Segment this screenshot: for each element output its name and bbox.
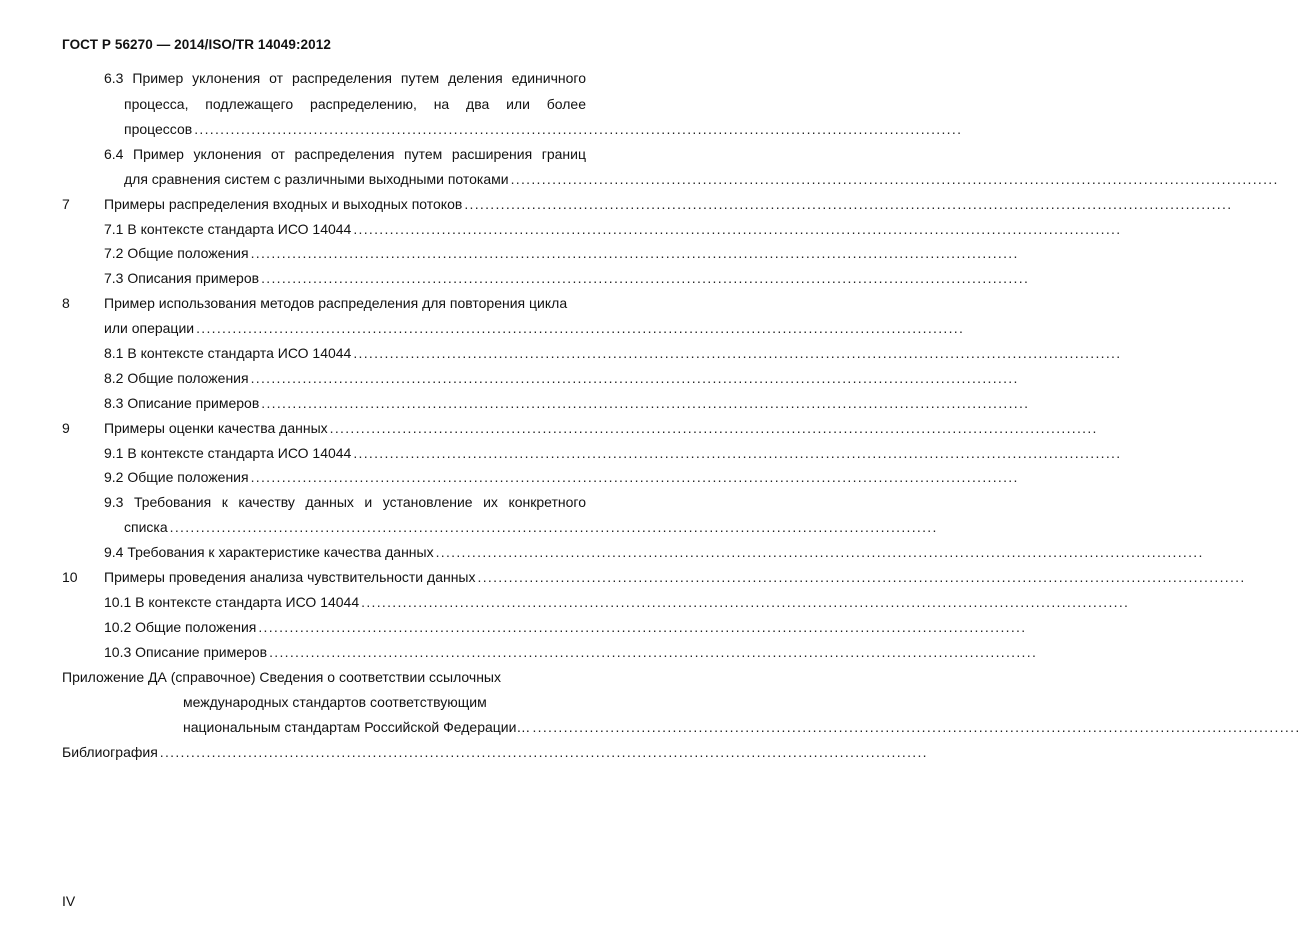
dot-leader: .................................................................................................................................................... [261,270,1030,286]
toc-entry-text: 8.2 Общие положения [104,370,249,386]
dot-leader: .................................................................................................................................................... [532,719,1301,735]
toc-entry-text: списка [124,519,168,535]
page-header: ГОСТ Р 56270 — 2014/ISO/TR 14049:2012 [62,37,331,52]
toc-entry-text: для сравнения систем с различными выходными потоками [124,171,509,187]
dot-leader: .................................................................................................................................................... [196,320,965,336]
dot-leader: .................................................................................................................................................... [250,370,1019,386]
toc-entry-text: или операции [104,320,195,336]
toc-entry-text: процессов [124,121,193,137]
toc-entry-text: национальным стандартам Российской Федерации… [183,719,531,735]
dot-leader: .................................................................................................................................................... [261,395,1030,411]
dot-leader: .................................................................................................................................................... [250,245,1019,261]
toc-entry-text: 8.1 В контексте стандарта ИСО 14044 [104,345,352,361]
toc-entry-text: 8.3 Описание примеров [104,395,260,411]
dot-leader: .................................................................................................................................................... [169,519,938,535]
toc-entry-text: Приложение ДА (справочное) Сведения о соответствии ссылочных [62,669,501,685]
dot-leader: .................................................................................................................................................... [353,221,1122,237]
dot-leader: .................................................................................................................................................... [353,445,1122,461]
toc-entry-text: 9.3 Требования к качеству данных и установление их конкретного [104,494,586,510]
toc-entry-text: 7.1 В контексте стандарта ИСО 14044 [104,221,352,237]
toc-entry-text: 6.4 Пример уклонения от распределения путем расширения границ [104,146,586,162]
toc-entry-text: Библиография [62,744,158,760]
toc-entry-text: процесса, подлежащего распределению, на два или более [124,96,586,112]
toc-entry-text: 7.3 Описания примеров [104,270,260,286]
dot-leader: .................................................................................................................................................... [250,469,1019,485]
dot-leader: .................................................................................................................................................... [510,171,1279,187]
dot-leader: .................................................................................................................................................... [258,619,1027,635]
toc-entry-text: Пример использования методов распределения для повторения цикла [104,295,568,311]
toc-entry-text: 9.4 Требования к характеристике качества данных [104,544,434,560]
toc-entry-text: 7.2 Общие положения [104,245,249,261]
dot-leader: .................................................................................................................................................... [329,420,1098,436]
dot-leader: .................................................................................................................................................... [477,569,1246,585]
toc-entry-text: 9.1 В контексте стандарта ИСО 14044 [104,445,352,461]
dot-leader: .................................................................................................................................................... [464,196,1233,212]
toc-entry-text: 10.3 Описание примеров [104,644,268,660]
toc-section-number: 8 [62,295,70,311]
dot-leader: .................................................................................................................................................... [353,345,1122,361]
toc-section-number: 10 [62,569,78,585]
dot-leader: .................................................................................................................................................... [361,594,1130,610]
dot-leader: .................................................................................................................................................... [159,744,928,760]
toc-entry-text: 10.1 В контексте стандарта ИСО 14044 [104,594,360,610]
dot-leader: .................................................................................................................................................... [435,544,1204,560]
toc-entry-text: Примеры оценки качества данных [104,420,328,436]
dot-leader: .................................................................................................................................................... [194,121,963,137]
dot-leader: .................................................................................................................................................... [269,644,1038,660]
toc-entry-text: 6.3 Пример уклонения от распределения путем деления единичного [104,70,586,86]
toc-section-number: 7 [62,196,70,212]
toc-entry-text: Примеры распределения входных и выходных потоков [104,196,463,212]
toc-entry-text: 10.2 Общие положения [104,619,257,635]
page-number: IV [62,893,76,909]
toc-entry-text: международных стандартов соответствующим [183,694,487,710]
toc-entry-text: Примеры проведения анализа чувствительности данных [104,569,476,585]
toc-section-number: 9 [62,420,70,436]
toc-entry-text: 9.2 Общие положения [104,469,249,485]
